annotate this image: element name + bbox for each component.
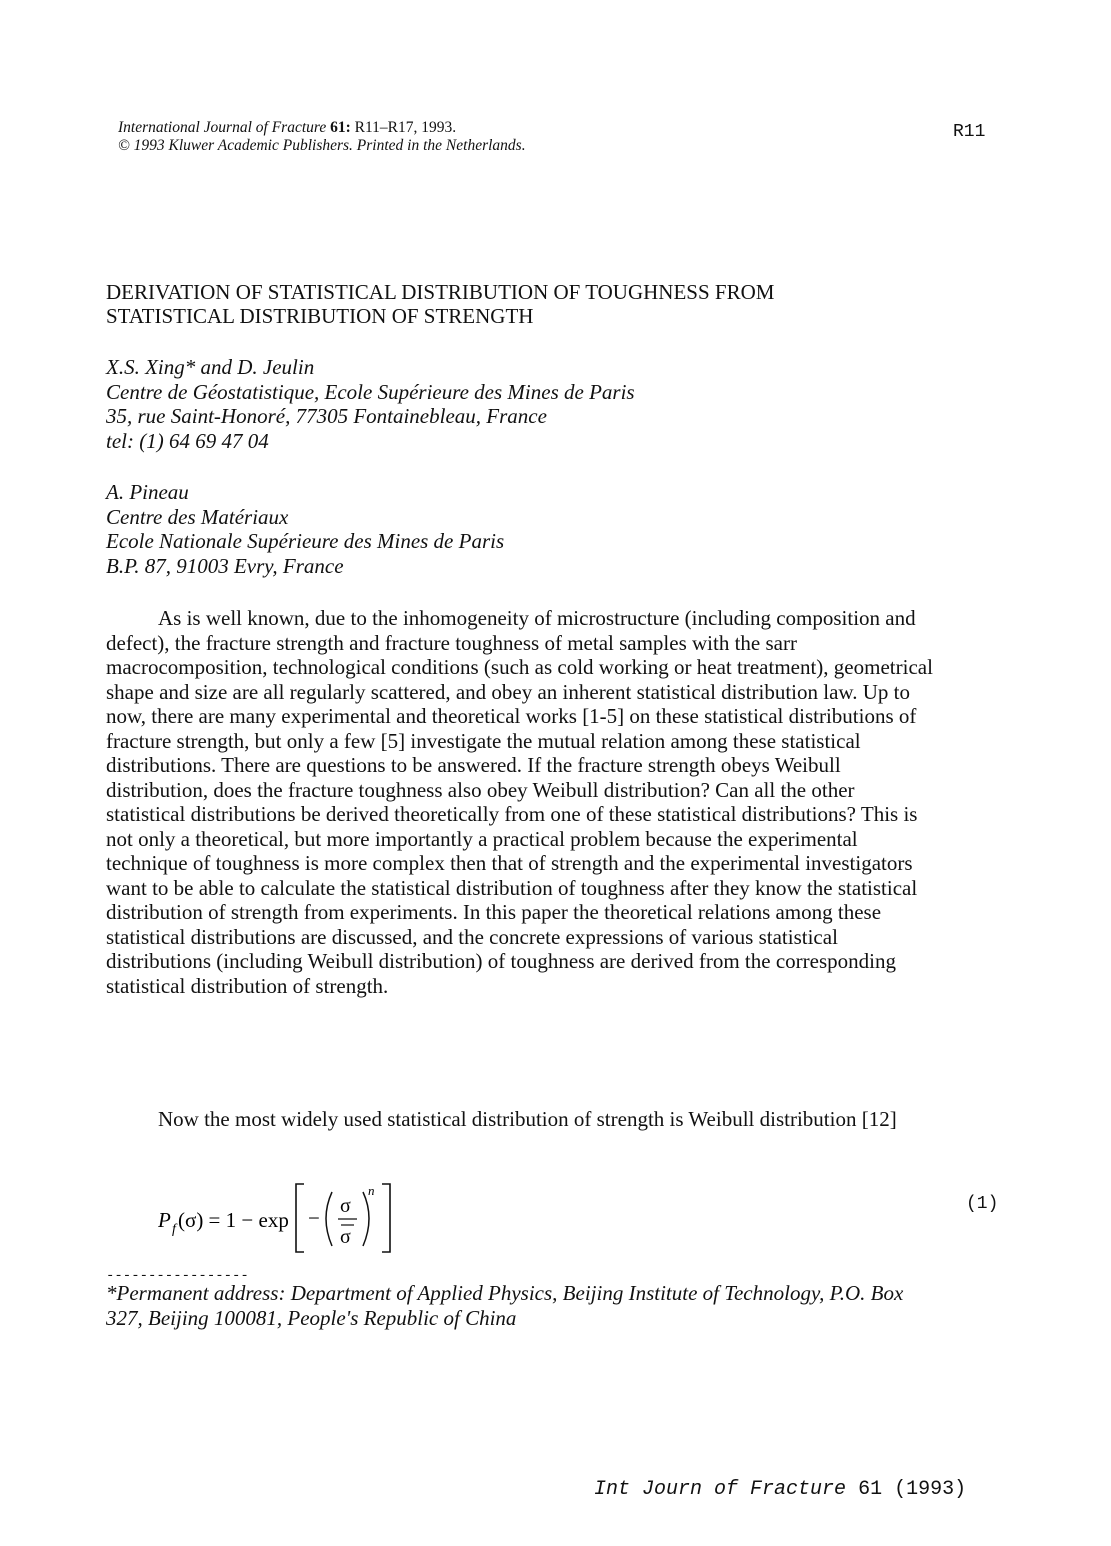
equation-number: (1) (966, 1194, 999, 1214)
eq-lhs-subscript: f (172, 1222, 176, 1237)
eq-left-bracket (296, 1184, 304, 1252)
footer-volume-year: 61 (1993) (858, 1478, 967, 1501)
paragraph-text: As is well known, due to the inhomogeneity of microstructure (including composition and defect), the fracture strength and fracture toughness of metal samples with the sarr macrocomposition, technological conditions (such as cold working or heat treatment), geometrical shape and size are all regularly scattered, and obey an inherent statistical distribution law. Up to now, there are many experimental and theoretical works [1-5] on these statistical distributions of fracture strength, but only a few [5] investigate the mutual relation among these statistical distributions. There are questions to be answered. If the fracture strength obeys Weibull distribution, does the fracture toughness also obey Weibull distribution? Can all the other statistical distributions be derived theoretically from one of these statistical distributions? This is not only a theoretical, but more importantly a practical problem because the experimental technique of toughness is more complex then that of strength and the experimental investigators want to be able to calculate the statistical distribution of toughness after they know the statistical distribution of strength from experiments. In this paper the theoretical relations among these statistical distributions are discussed, and the concrete expressions of various statistical distributions (including Weibull distribution) of toughness are derived from the corresponding statistical distribution of strength. (106, 606, 933, 998)
title-line-1: DERIVATION OF STATISTICAL DISTRIBUTION OF TOUGHNESS FROM (106, 280, 775, 304)
eq-left-paren (326, 1192, 332, 1246)
eq-minus: − (308, 1206, 320, 1230)
journal-pages: R11–R17, 1993. (354, 119, 457, 136)
author-block-2 (106, 480, 504, 578)
author-affiliation: Centre de Géostatistique, Ecole Supérieure des Mines de Paris (106, 379, 635, 404)
body-paragraph-2 (106, 1107, 936, 1132)
journal-volume: 61: (330, 119, 351, 136)
body-paragraph-1 (106, 606, 936, 998)
footnote: *Permanent address: Department of Applied Physics, Beijing Institute of Technology, P.O. Box 327, Beijing 100081, People's Republic of China (106, 1281, 904, 1330)
paragraph-text: Now the most widely used statistical distribution of strength is Weibull distribution [12] (158, 1107, 897, 1131)
author-institution: Ecole Nationale Supérieure des Mines de Paris (106, 529, 505, 553)
paper-title (106, 280, 774, 328)
author-affiliation: Centre des Matériaux (106, 504, 289, 529)
eq-lhs-p: P (158, 1208, 171, 1232)
eq-exponent: n (368, 1183, 375, 1198)
eq-denominator: σ (340, 1226, 351, 1248)
eq-numerator: σ (340, 1195, 351, 1217)
author-address: B.P. 87, 91003 Evry, France (106, 553, 344, 578)
author-telephone: tel: (1) 64 69 47 04 (106, 428, 269, 453)
footnote-rule: ----------------- (106, 1268, 249, 1284)
page-number: R11 (953, 122, 986, 142)
title-line-2: STATISTICAL DISTRIBUTION OF STRENGTH (106, 304, 534, 328)
copyright-line: © 1993 Kluwer Academic Publishers. Printed in the Netherlands. (118, 137, 526, 154)
journal-citation (118, 119, 526, 155)
eq-right-bracket (382, 1184, 390, 1252)
page-footer (594, 1478, 966, 1501)
eq-lhs-argument: (σ) = 1 − exp (178, 1208, 289, 1232)
footer-journal: Int Journ of Fracture (594, 1478, 847, 1501)
author-address: 35, rue Saint-Honoré, 77305 Fontainebleau, France (106, 404, 547, 428)
eq-right-paren (363, 1192, 369, 1246)
author-names: A. Pineau (106, 480, 189, 504)
author-block-1 (106, 355, 635, 453)
author-names: X.S. Xing* and D. Jeulin (106, 355, 315, 379)
journal-name: International Journal of Fracture (118, 119, 327, 136)
weibull-equation (158, 1178, 418, 1256)
